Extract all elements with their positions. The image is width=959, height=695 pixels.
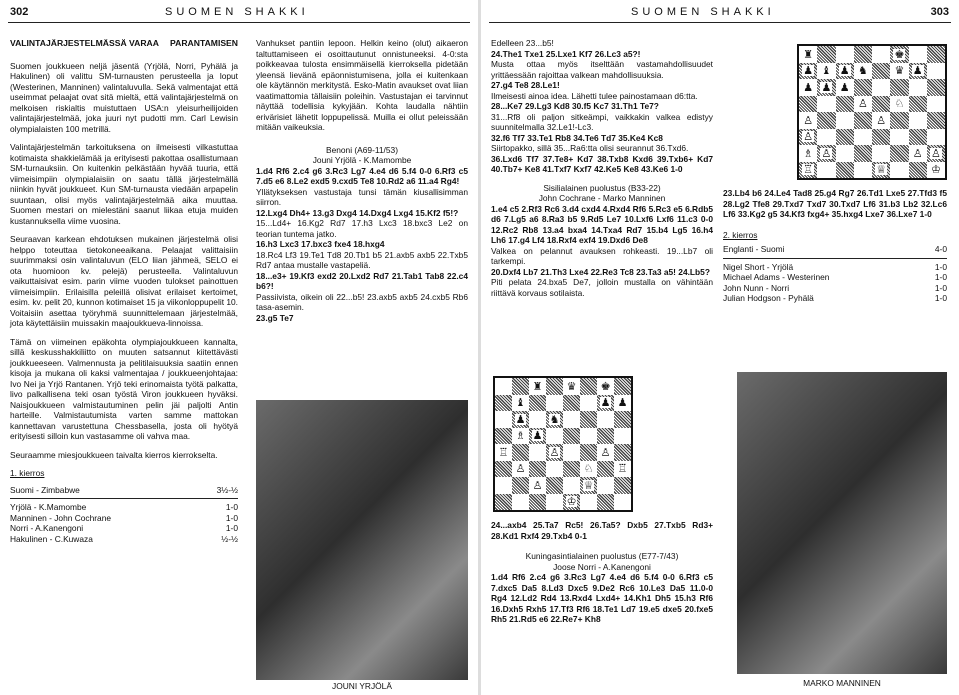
board-square xyxy=(614,494,631,511)
game-moves: 23.Lb4 b6 24.Le4 Tad8 25.g4 Rg7 26.Td1 Lxe5 27.Tfd3 f5 28.Lg2 Tfe8 29.Txd7 Txd7 30.Txd7 Lf6 31.b3 Lb2 32.Lc6 Lf6 33.Kg2 g5 34.Kf3 fxg4+ 35.hxg4 Lxe7 36.Lxe7 1-0 xyxy=(723,188,947,219)
game-moves: 24...axb4 25.Ta7 Rc5! 26.Ta5? Dxb5 27.Txb5 Rd3+ 28.Kd1 Rxf4 29.Txb4 0-1 xyxy=(491,520,713,541)
chess-piece: ♗ xyxy=(515,429,526,443)
game-comment: 31...Rf8 oli paljon sitkeämpi, vaikkakin valkea edistyy suunnitelmalla 32.Le1!-Lc3. xyxy=(491,111,713,132)
chess-piece: ♝ xyxy=(515,396,526,410)
heading-right: PARANTAMISEN xyxy=(170,38,238,48)
board-square xyxy=(529,494,546,511)
match-score: 4-0 xyxy=(934,244,947,254)
chess-piece: ♙ xyxy=(876,113,887,127)
game-comment: Piti pelata 24.bxa5 De7, jolloin mustalla on vähintään riittävä korvaus sotilaista. xyxy=(491,277,713,298)
board-square xyxy=(580,494,597,511)
board-square xyxy=(872,145,890,162)
result-row xyxy=(10,523,238,534)
result-row xyxy=(10,502,238,513)
chess-piece: ♞ xyxy=(857,64,868,78)
board-square xyxy=(836,162,854,179)
board-square xyxy=(817,46,835,63)
board-square xyxy=(799,96,817,113)
left-page-header xyxy=(0,6,478,22)
board-square xyxy=(817,96,835,113)
board-square xyxy=(614,378,631,395)
chess-piece: ♟ xyxy=(617,396,628,410)
game-comment: Valkea on pelannut avauksen rohkeasti. 19...Lb7 oli tarkempi. xyxy=(491,245,713,266)
result-score: 1-0 xyxy=(225,512,238,523)
board-square xyxy=(563,461,580,478)
board-square xyxy=(614,428,631,445)
photo-caption: JOUNI YRJÖLÄ xyxy=(332,681,392,691)
board-square xyxy=(512,411,529,428)
board-square xyxy=(927,129,945,146)
board-square xyxy=(836,112,854,129)
chess-piece: ♟ xyxy=(803,64,814,78)
board-square xyxy=(872,96,890,113)
board-square xyxy=(529,428,546,445)
game-moves: 1.d4 Rf6 2.c4 g6 3.Rc3 Lg7 4.e4 d6 5.f4 0-0 6.Rf3 c5 7.d5 e6 8.Le2 exd5 9.cxd5 Te8 10.Rd2 a6 11.a4 Rg4! xyxy=(256,165,468,186)
match-row xyxy=(10,485,238,496)
board-square xyxy=(890,63,908,80)
chess-piece: ♗ xyxy=(803,146,814,160)
chess-piece: ♟ xyxy=(821,80,832,94)
board-square xyxy=(927,63,945,80)
divider xyxy=(10,498,238,499)
board-square xyxy=(927,46,945,63)
column-1 xyxy=(10,38,238,544)
match-teams: Englanti - Suomi xyxy=(723,244,785,254)
right-page-header xyxy=(481,6,959,22)
board-square xyxy=(546,461,563,478)
board-square xyxy=(546,395,563,412)
board-square xyxy=(799,79,817,96)
board-square xyxy=(909,79,927,96)
board-square xyxy=(512,494,529,511)
game-comment: Ilmeisesti ainoa idea. Lähetti tulee painostamaan d6:tta. xyxy=(491,90,698,101)
board-square xyxy=(854,63,872,80)
chess-piece: ♙ xyxy=(515,462,526,476)
board-square xyxy=(529,444,546,461)
game-comment: Musta ottaa myös itselttään vastamahdollisuudet yrittäessään rajoittaa valkean mahdollisuuksia. xyxy=(491,59,713,80)
board-square xyxy=(817,79,835,96)
board-square xyxy=(546,428,563,445)
game-moves: 20.Dxf4 Lb7 21.Th3 Lxe4 22.Re3 Tc8 23.Ta3 a5! 24.Lb5? xyxy=(491,266,710,277)
board-square xyxy=(854,162,872,179)
board-square xyxy=(836,79,854,96)
chess-diagram-2 xyxy=(493,376,633,512)
result-row xyxy=(10,534,238,545)
board-square xyxy=(563,494,580,511)
board-square xyxy=(563,428,580,445)
board-square xyxy=(512,378,529,395)
right-header-rule xyxy=(489,22,951,23)
board-square xyxy=(872,162,890,179)
board-square xyxy=(563,477,580,494)
board-square xyxy=(614,395,631,412)
game-moves: 28...Ke7 29.Lg3 Kd8 30.f5 Kc7 31.Th1 Te7? xyxy=(491,101,659,111)
board-square xyxy=(563,444,580,461)
game-title: Sisilialainen puolustus (B33-22) xyxy=(543,182,661,193)
paragraph: Suomen joukkueen neljä jäsentä (Yrjölä, Norri, Pyhälä ja Hakulinen) oli valittu SM-turnausten perusteella ja loput (Westerinen, Manninen) valintaluvulla. Sekä valmentajat että useimmat pelaajat ovat sitä mieltä, että valintajärjestelmä on melkoisen riskialtis muistuttaen USA:n yleisurheilijoiden valintajärjestelmää, joka juuri nyt pudotti mm. Carl Lewisin olympialaisten 100 metrillä. xyxy=(10,60,238,134)
board-square xyxy=(836,46,854,63)
photo-jouni-yrjola xyxy=(256,400,468,680)
board-square xyxy=(580,411,597,428)
article-heading xyxy=(10,38,238,49)
result-score: 1-0 xyxy=(225,502,238,512)
chess-piece: ♘ xyxy=(894,97,905,111)
board-square xyxy=(836,145,854,162)
board-square xyxy=(836,96,854,113)
board-square xyxy=(854,129,872,146)
result-score: 1-0 xyxy=(934,272,947,282)
board-square xyxy=(546,378,563,395)
board-square xyxy=(927,162,945,179)
board-square xyxy=(909,112,927,129)
chess-piece: ♝ xyxy=(821,64,832,78)
board-square xyxy=(580,444,597,461)
chess-piece: ♛ xyxy=(566,379,577,393)
paragraph: Seuraamme miesjoukkueen taivalta kierros kierrokselta. xyxy=(10,449,218,460)
right-page xyxy=(481,0,959,695)
chess-piece: ♞ xyxy=(549,412,560,426)
board-square xyxy=(817,112,835,129)
result-players: Norri - A.Kanengoni xyxy=(10,523,84,533)
board-square xyxy=(495,378,512,395)
board-square xyxy=(495,477,512,494)
board-square xyxy=(529,461,546,478)
left-running-title: SUOMEN SHAKKI xyxy=(165,6,309,18)
game-moves: 1.d4 Rf6 2.c4 g6 3.Rc3 Lg7 4.e4 d6 5.f4 0-0 6.Rf3 c5 7.dxc5 Da5 8.Ld3 Dxc5 9.De2 Rc6 10.Le3 Da5 11.0-0 Rg4 12.Ld2 Rd4 13.Rxd4 Lxd4+ 14.Kh1 Dh5 15.h3 Rf6 16.Dxh5 Rxh5 17.Tf3 Rf6 18.Te1 Ld7 19.e5 dxe5 20.fxe5 Rh5 21.Rd5 e6 22.Re7+ Kh8 xyxy=(491,572,713,624)
game-comment: Edelleen 23...b5! xyxy=(491,38,554,48)
board-square xyxy=(799,63,817,80)
board-square xyxy=(580,428,597,445)
result-row xyxy=(723,262,947,273)
chess-diagram-1 xyxy=(797,44,947,180)
chess-piece: ♙ xyxy=(600,445,611,459)
result-players: Yrjölä - K.Mamombe xyxy=(10,502,87,512)
result-players: Nigel Short - Yrjölä xyxy=(723,261,794,272)
board-square xyxy=(546,411,563,428)
chess-piece: ♙ xyxy=(532,478,543,492)
board-square xyxy=(872,112,890,129)
chess-piece: ♙ xyxy=(930,146,941,160)
board-square xyxy=(529,395,546,412)
board-square xyxy=(597,428,614,445)
chess-piece: ♟ xyxy=(515,412,526,426)
game-players: John Cochrane - Marko Manninen xyxy=(538,193,666,203)
chess-piece: ♜ xyxy=(532,379,543,393)
board-square xyxy=(927,96,945,113)
board-square xyxy=(817,162,835,179)
chess-piece: ♖ xyxy=(617,462,628,476)
board-square xyxy=(580,461,597,478)
photo-marko-manninen xyxy=(737,372,947,674)
result-score: 1-0 xyxy=(225,523,238,533)
chess-piece: ♖ xyxy=(498,445,509,459)
board-square xyxy=(854,96,872,113)
result-players: Manninen - John Cochrane xyxy=(10,512,112,523)
match-score: 3½-½ xyxy=(216,484,238,495)
board-square xyxy=(512,477,529,494)
game-comment: Siirtopakko, sillä 35...Ra6:tta olisi seurannut 36.Txd6. xyxy=(491,143,689,153)
board-square xyxy=(597,477,614,494)
board-square xyxy=(597,395,614,412)
chess-piece: ♟ xyxy=(839,64,850,78)
board-square xyxy=(909,46,927,63)
board-square xyxy=(546,494,563,511)
chess-piece: ♟ xyxy=(912,64,923,78)
chess-piece: ♙ xyxy=(549,445,560,459)
board-square xyxy=(614,477,631,494)
board-square xyxy=(890,96,908,113)
board-square xyxy=(872,79,890,96)
game-moves: 18...e3+ 19.Kf3 exd2 20.Lxd2 Rd7 21.Tab1 Tab8 22.c4 b6?! xyxy=(256,270,468,291)
paragraph: Seuraavan karkean ehdotuksen mukainen järjestelmä olisi helppo toteuttaa tietokoneeaikana. Pelaajat valittaisiin suurimmaksi osin valintaluvun (ELO liian jähmeä, SELO ei ota huomioon kv. pelejä) perusteella. Valintaluvun vaikuttaisivat esim. parin viime vuoden tulokset painottuen viimeisimpiin. Erilaisilla peleillä olisivat erilaiset kertoimet, esim. kv. pelit 20, kunnon kotimaiset 15 ja viikonloppupelit 10. Voitaisiin asettaa työryhmä suunnittelemaan järjestelmää, jota käytettäisiin muissakin maajoukkueva-linnoissa. xyxy=(10,234,238,328)
chess-piece: ♕ xyxy=(583,478,594,492)
result-score: 1-0 xyxy=(934,261,947,272)
board-square xyxy=(890,129,908,146)
result-score: ½-½ xyxy=(221,533,238,544)
board-square xyxy=(512,428,529,445)
chess-piece: ♟ xyxy=(803,80,814,94)
paragraph: Vanhukset pantiin lepoon. Helkin keino (olut) aikaeron taltuttamiseen ei osoittautunut onnistuneeksi. 4-0:sta poikkeavaa tulosta ensimmäisellä kierroksella pidetään yleensä lievänä epäonnistumisena, jolla ei kuitenkaan ole käytännön merkitystä. Esko-Matin avaukset ovat liian vaatimattomia tällaisiin poleihin. Vastustajan ei tarvinnut näyttää todellisia kykyjään. Kohta laudalla nähtiin erivärisiet lähetit loppupelissä. Muilla ei ollut peleissään mitään vaikeuksia. xyxy=(256,38,468,132)
heading-left: VALINTAJÄRJESTELMÄSSÄ VARAA xyxy=(10,38,159,48)
right-page-number: 303 xyxy=(930,6,949,18)
chess-piece: ♜ xyxy=(803,47,814,61)
board-square xyxy=(580,395,597,412)
game-players: Joose Norri - A.Kanengoni xyxy=(553,561,651,572)
game-moves: 24.The1 Txe1 25.Lxe1 Kf7 26.Lc3 a5?! xyxy=(491,48,641,59)
game-moves: 32.f6 Tf7 33.Te1 Rb8 34.Te6 Td7 35.Ke4 Kc8 xyxy=(491,132,663,143)
chess-piece: ♙ xyxy=(821,146,832,160)
board-square xyxy=(817,63,835,80)
round-heading: 1. kierros xyxy=(10,468,45,478)
divider xyxy=(723,258,947,259)
board-square xyxy=(529,378,546,395)
board-square xyxy=(597,494,614,511)
board-square xyxy=(597,444,614,461)
column-3-bottom xyxy=(491,520,713,625)
result-row xyxy=(723,293,947,304)
result-players: Julian Hodgson - Pyhälä xyxy=(723,293,814,303)
board-square xyxy=(597,378,614,395)
board-square xyxy=(890,79,908,96)
board-square xyxy=(927,112,945,129)
board-square xyxy=(495,428,512,445)
left-page xyxy=(0,0,478,695)
chess-piece: ♟ xyxy=(600,396,611,410)
board-square xyxy=(890,46,908,63)
board-square xyxy=(512,461,529,478)
board-square xyxy=(817,145,835,162)
board-square xyxy=(854,46,872,63)
board-square xyxy=(495,395,512,412)
game-comment: Passiivista, oikein oli 22...b5! 23.axb5 axb5 24.cxb5 Rb6 tasa-asemin. xyxy=(256,291,468,312)
board-square xyxy=(854,79,872,96)
game-moves: 16.h3 Lxc3 17.bxc3 fxe4 18.hxg4 xyxy=(256,239,385,249)
left-header-rule xyxy=(8,22,470,23)
game-moves: 23.g5 Te7 xyxy=(256,312,294,323)
board-square xyxy=(799,145,817,162)
chess-piece: ♕ xyxy=(876,163,887,177)
result-row xyxy=(10,513,238,524)
result-row xyxy=(723,283,947,294)
chess-piece: ♔ xyxy=(930,163,941,177)
board-square xyxy=(614,461,631,478)
board-square xyxy=(909,129,927,146)
board-square xyxy=(872,63,890,80)
board-square xyxy=(836,63,854,80)
board-square xyxy=(817,129,835,146)
board-square xyxy=(495,494,512,511)
right-running-title: SUOMEN SHAKKI xyxy=(631,6,775,18)
board-square xyxy=(909,63,927,80)
chess-piece: ♛ xyxy=(894,64,905,78)
chess-piece: ♙ xyxy=(857,97,868,111)
chess-piece: ♟ xyxy=(839,80,850,94)
chess-piece: ♙ xyxy=(803,113,814,127)
board-square xyxy=(799,112,817,129)
board-square xyxy=(563,395,580,412)
board-square xyxy=(909,162,927,179)
board-square xyxy=(495,444,512,461)
board-square xyxy=(563,378,580,395)
board-square xyxy=(909,145,927,162)
match-row xyxy=(723,244,947,255)
board-square xyxy=(546,444,563,461)
result-players: Michael Adams - Westerinen xyxy=(723,272,830,282)
game-moves: 12.Lxg4 Dh4+ 13.g3 Dxg4 14.Dxg4 Lxg4 15.Kf2 f5!? xyxy=(256,207,459,218)
game-moves: 1.e4 c5 2.Rf3 Rc6 3.d4 cxd4 4.Rxd4 Rf6 5.Rc3 e5 6.Rdb5 d6 7.Lg5 a6 8.Ra3 b5 9.Rd5 Le7 10.Lxf6 Lxf6 11.c3 0-0 12.Rc2 Rb8 13.a4 bxa4 14.Txa4 Rd7 15.b4 Lg5 16.h4 Lh6 17.g4 Lf4 18.Rxf4 exf4 19.Dxd6 De8 xyxy=(491,203,713,245)
board-square xyxy=(927,79,945,96)
column-4 xyxy=(723,188,947,304)
paragraph: Tämä on viimeinen epäkohta olympiajoukkueen kannalta, sillä keskusshakkiliitto on muuten satsannut kiitettävästi joukkueeseen. Valmennusta ja pelitilaisuuksia saatiin ennen kisoja ja mukana oli kaksi valmentajaa / joukkueenjohtajaa: Ivo Nei ja Yrjö Rantanen. Yrjö teki erinomaista työtä palkatta, livo palkallisena teki osan työstä Viron joukkueen hyväksi. Naisjoukkueen valmistautuminen pelin jäi paljolti Antin harteille. Valmistautumista varten samme mattokan kannettavan varustettuna Chessbasella, josta oli hyötyä erityisesti silloin kun vastasamme oli vahva maa. xyxy=(10,336,238,441)
board-square xyxy=(529,477,546,494)
board-square xyxy=(890,145,908,162)
chess-piece: ♚ xyxy=(600,379,611,393)
board-square xyxy=(495,461,512,478)
game-title: Kuningasintialainen puolustus (E77-7/43) xyxy=(525,551,679,561)
board-square xyxy=(799,129,817,146)
result-score: 1-0 xyxy=(934,282,947,293)
result-row xyxy=(723,272,947,283)
column-2 xyxy=(256,38,468,323)
game-title: Benoni (A69-11/53) xyxy=(325,144,398,155)
board-square xyxy=(512,444,529,461)
board-square xyxy=(854,112,872,129)
board-square xyxy=(546,477,563,494)
round-heading: 2. kierros xyxy=(723,229,758,240)
board-square xyxy=(890,112,908,129)
board-square xyxy=(890,162,908,179)
game-comment: 15...Ld4+ 16.Kg2 Rd7 17.h3 Lxc3 18.bxc3 Le2 on teorian tuntema jatko. xyxy=(256,218,468,239)
board-square xyxy=(580,378,597,395)
board-square xyxy=(597,461,614,478)
board-square xyxy=(872,129,890,146)
board-square xyxy=(597,411,614,428)
board-square xyxy=(836,129,854,146)
game-comment: 18.Rc4 Lf3 19.Te1 Td8 20.Tb1 b5 21.axb5 axb5 22.Txb5 Rd7 antaa mustalle vastapeliä. xyxy=(256,249,468,270)
chess-piece: ♚ xyxy=(894,47,905,61)
chess-piece: ♔ xyxy=(566,495,577,509)
board-square xyxy=(854,145,872,162)
result-score: 1-0 xyxy=(934,293,947,303)
board-square xyxy=(614,411,631,428)
game-comment: Yllätykseksen vastustaja tunsi tämän kiusallisimman siirron. xyxy=(256,186,468,207)
chess-piece: ♙ xyxy=(912,146,923,160)
board-square xyxy=(495,411,512,428)
board-square xyxy=(927,145,945,162)
board-square xyxy=(799,46,817,63)
match-teams: Suomi - Zimbabwe xyxy=(10,484,80,495)
board-square xyxy=(909,96,927,113)
left-page-number: 302 xyxy=(10,6,29,18)
chess-piece: ♟ xyxy=(532,429,543,443)
board-square xyxy=(563,411,580,428)
chess-piece: ♘ xyxy=(583,462,594,476)
column-3 xyxy=(491,38,713,298)
game-players: Jouni Yrjölä - K.Mamombe xyxy=(312,155,412,165)
result-players: John Nunn - Norri xyxy=(723,282,790,293)
chess-piece: ♙ xyxy=(803,130,814,144)
photo-caption: MARKO MANNINEN xyxy=(803,678,881,688)
game-moves: 36.Lxd6 Tf7 37.Te8+ Kd7 38.Txb8 Kxd6 39.Txb6+ Kd7 40.Tb7+ Ke8 41.Txf7 Kxf7 42.Ke5 Ke8 43.Ke6 1-0 xyxy=(491,153,713,174)
chess-piece: ♖ xyxy=(803,163,814,177)
board-square xyxy=(799,162,817,179)
result-players: Hakulinen - C.Kuwaza xyxy=(10,533,93,544)
game-moves: 27.g4 Te8 28.Le1! xyxy=(491,80,560,90)
board-square xyxy=(614,444,631,461)
paragraph: Valintajärjestelmän tarkoituksena on ilmeisesti vilkastuttaa kotimaista shakkielämää ja erityisesti pakottaa osallistumaan SM-turnauksiin. On kuitenkin pelkästään hyvää tuuria, että viimeisimpiin olympialaisiin on saatu tällä järjestelmällä niinkin hyvät joukkueet. Kun SM-turnausta viedään arpapelin suuntaan, olisi myös valintajärjestelmää aika muuttaa. Suomen mestari on mielestäni saanut liikaa etuja muiden kustannuksella viime vuosina. xyxy=(10,142,238,226)
board-square xyxy=(872,46,890,63)
board-square xyxy=(580,477,597,494)
board-square xyxy=(529,411,546,428)
board-square xyxy=(512,395,529,412)
